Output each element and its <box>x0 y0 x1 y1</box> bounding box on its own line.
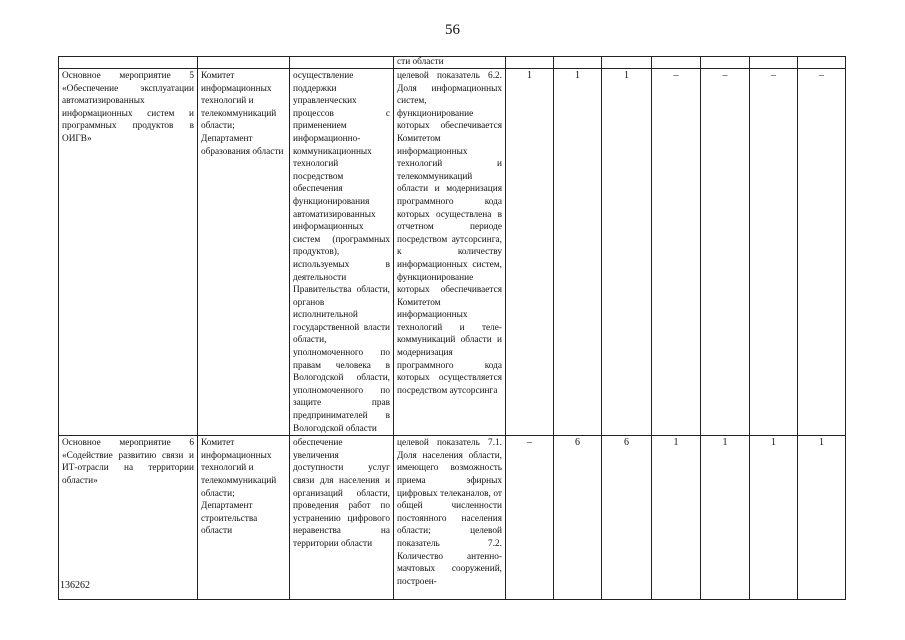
value-cell: 1 <box>652 436 701 600</box>
value-cell: 1 <box>750 436 798 600</box>
value-cell: 1 <box>506 69 554 436</box>
measures-table <box>58 56 846 600</box>
continued-cell-fragment: сти области <box>394 57 506 69</box>
measure-description: осуществление поддержки управленческих процессов с применением информационно-коммуникационных технологий посредством обеспечения функционирования автоматизированных информационных систем (программных продуктов), используемых в деятельности Правительства области, органов исполнительной государственной власти области, уполномоченного по правам человека в Вологодской области, уполномоченного по защите прав предпринимателей в Вологодской области <box>290 69 394 436</box>
value-cell: 6 <box>554 436 602 600</box>
document-id: 136262 <box>60 580 90 591</box>
target-indicator: целевой показатель 6.2. Доля информационных систем, функционирование которых обеспечивается Комитетом информационных технологий и телекоммуникаций области и модернизация программного кода которых осуществлена в отчетном периоде посредством аутсорсинга, к количеству информационных систем, функционирование которых обеспечивается Комитетом информационных технологий и теле-коммуникаций области и модернизация программного кода которых осуществляется посредством аутсорсинга <box>394 69 506 436</box>
executor: Комитет информационных технологий и телекоммуникаций области; Департамент образования области <box>198 69 290 436</box>
value-cell: 1 <box>701 436 750 600</box>
measure-name: Основное мероприятие 6 «Содействие развитию связи и ИТ-отрасли на территории области» <box>59 436 198 600</box>
value-cell: 1 <box>798 436 846 600</box>
value-cell: 6 <box>602 436 652 600</box>
value-cell: – <box>750 69 798 436</box>
measure-name: Основное мероприятие 5 «Обеспечение эксплуатации автоматизированных информационных систем и программных продуктов в ОИГВ» <box>59 69 198 436</box>
value-cell: 1 <box>602 69 652 436</box>
value-cell: – <box>798 69 846 436</box>
value-cell: – <box>652 69 701 436</box>
table-row <box>59 69 846 436</box>
target-indicator: целевой показатель 7.1. Доля населения области, имеющего возможность приема эфирных цифровых телеканалов, от общей численности постоянного населения области; целевой показатель 7.2. Количество антенно-мачтовых сооружений, построен- <box>397 438 502 587</box>
value-cell: – <box>506 436 554 600</box>
table-row <box>59 436 846 600</box>
table-row <box>59 57 846 69</box>
value-cell: – <box>701 69 750 436</box>
value-cell: 1 <box>554 69 602 436</box>
measure-description: обеспечение увеличения доступности услуг связи для населения и организаций области, проведения работ по устранению цифрового неравенства на территории области <box>290 436 394 600</box>
page-number: 56 <box>445 22 460 38</box>
executor: Комитет информационных технологий и телекоммуникаций области; Департамент строительства области <box>198 436 290 600</box>
